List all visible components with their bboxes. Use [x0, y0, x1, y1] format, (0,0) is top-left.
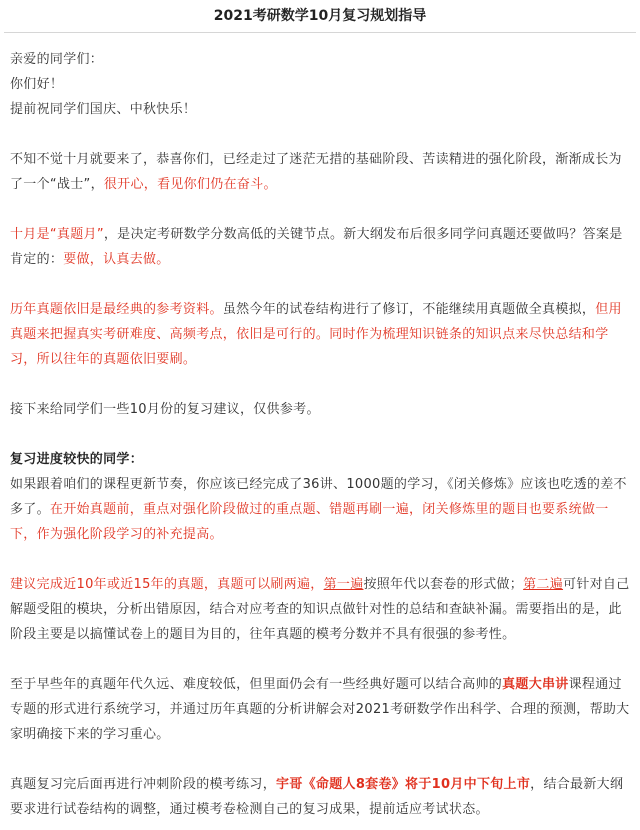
- past-papers-text: 虽然今年的试卷结构进行了修订，不能继续用真题做全真模拟，: [222, 302, 596, 317]
- spacer: [10, 422, 630, 447]
- greeting-wishes: 提前祝同学们国庆、中秋快乐！: [10, 102, 197, 117]
- second-pass-text: 可针对自己解题受阻的模块，分析出错原因，结合对应考查的知识点做针对性的总结和查缺补漏。需要指出的是，此阶段主要是以搞懂试卷上的题目为目的，往年真题的模考分数并不具有很强的参考性。: [10, 577, 630, 642]
- true-exam-month-highlight: 十月是“真题月”: [10, 227, 104, 242]
- paragraph-mock-exams: [10, 772, 630, 822]
- greeting-hello: 你们好！: [10, 77, 64, 92]
- section-heading-fast-progress: 复习进度较快的同学：: [10, 452, 144, 467]
- paragraph-intro: [10, 147, 630, 197]
- mock-exams-text-2: ，结合最新大纲要求进行试卷结构的调整，通过模考卷检测自己的复习成果，提前适应考试状态。: [10, 777, 624, 817]
- course-name-highlight: 真题大串讲: [502, 677, 569, 692]
- mock-exams-highlight: 宇哥《命题人8套卷》将于10月中下旬上市: [276, 777, 531, 792]
- older-papers-text: 至于早些年的真题年代久远、难度较低，但里面仍会有一些经典好题可以结合高帅的: [10, 677, 503, 692]
- article-title: 2021考研数学10月复习规划指导: [213, 8, 427, 24]
- spacer: [10, 647, 630, 672]
- paragraph-intro-text: 不知不觉十月就要来了，恭喜你们，已经走过了迷茫无措的基础阶段、苦读精进的强化阶段，渐渐成长为了一个“战士”，: [10, 152, 622, 192]
- paragraph-fast-progress: [10, 472, 630, 547]
- fast-progress-text: 如果跟着咱们的课程更新节奏，你应该已经完成了36讲、1000题的学习，《闭关修炼》应该也吃透的差不多了。: [10, 477, 627, 517]
- mock-exams-text: 真题复习完后面再进行冲刺阶段的模考练习，: [10, 777, 277, 792]
- article-body: [0, 33, 640, 822]
- second-pass-label: 第二遍: [523, 577, 564, 592]
- first-pass-label: 第一遍: [323, 577, 364, 592]
- greeting-salutation: 亲爱的同学们：: [10, 52, 104, 67]
- past-papers-highlight: 历年真题依旧是最经典的参考资料。: [10, 302, 223, 317]
- paragraph-two-passes: [10, 572, 630, 647]
- spacer: [10, 272, 630, 297]
- paragraph-past-papers: [10, 297, 630, 372]
- spacer: [10, 197, 630, 222]
- spacer: [10, 122, 630, 147]
- past-papers-highlight-2: 但用真题来把握真实考研难度、高频考点，依旧是可行的。同时作为梳理知识链条的知识点来尽快总结和学习，所以往年的真题依旧要刷。: [10, 302, 622, 367]
- fast-progress-highlight: 在开始真题前，重点对强化阶段做过的重点题、错题再刷一遍，闭关修炼里的题目也要系统做一下，作为强化阶段学习的补充提高。: [10, 502, 609, 542]
- spacer: [10, 747, 630, 772]
- two-passes-highlight: 建议完成近10年或近15年的真题，真题可以刷两遍，: [10, 577, 324, 592]
- paragraph-older-papers: [10, 672, 630, 747]
- paragraph-intro-highlight: 很开心，看见你们仍在奋斗。: [103, 177, 277, 192]
- spacer: [10, 372, 630, 397]
- first-pass-text: 按照年代以套卷的形式做；: [363, 577, 524, 592]
- true-exam-month-answer: 要做，认真去做。: [63, 252, 170, 267]
- paragraph-suggestions-intro: 接下来给同学们一些10月份的复习建议，仅供参考。: [10, 402, 320, 417]
- paragraph-true-exam-month: [10, 222, 630, 272]
- spacer: [10, 547, 630, 572]
- older-papers-text-2: 课程通过专题的形式进行系统学习，并通过历年真题的分析讲解会对2021考研数学作出科学、合理的预测，帮助大家明确接下来的学习重心。: [10, 677, 630, 742]
- true-exam-month-text: ，是决定考研数学分数高低的关键节点。新大纲发布后很多同学问真题还要做吗？答案是肯定的：: [10, 227, 623, 267]
